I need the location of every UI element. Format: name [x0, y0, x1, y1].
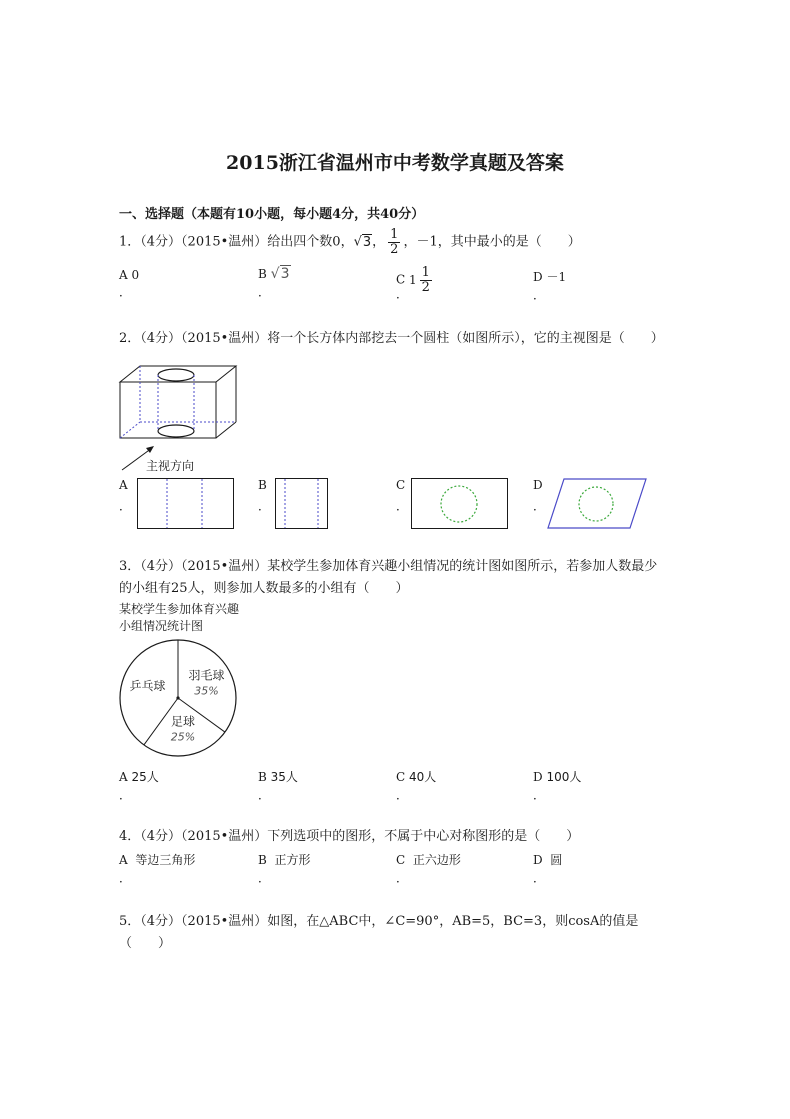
- q2-option-a-figure: [137, 478, 235, 530]
- view-direction-label: 主视方向: [146, 459, 195, 473]
- q4-option-c[interactable]: C 正六边形 ．: [396, 853, 461, 885]
- q2-option-b-figure: [275, 478, 329, 530]
- q3-pie-chart: [118, 638, 252, 758]
- q3-option-c[interactable]: C 40人 ．: [396, 770, 437, 802]
- question-5-stem: 5．（4分）（2015•温州）如图，在△ABC中，∠C=90°，AB=5，BC=3，则cosA的值是（ ）: [119, 914, 639, 951]
- chart-title-line2: 小组情况统计图: [119, 619, 204, 633]
- q4-option-b[interactable]: B 正方形 ．: [258, 853, 311, 885]
- q2-option-d-figure: [546, 478, 650, 530]
- q2-option-a[interactable]: A ．: [119, 478, 132, 513]
- sqrt-symbol: √3: [353, 234, 372, 250]
- q3-option-a[interactable]: A 25人 ．: [119, 770, 159, 802]
- q3-option-b[interactable]: B 35人 ．: [258, 770, 298, 802]
- q3-option-d[interactable]: D 100人 ．: [533, 770, 582, 802]
- pie-slice-label-1: 乒乓球: [129, 679, 166, 694]
- q1-option-a[interactable]: A 0 ．: [119, 268, 140, 299]
- q1-option-b[interactable]: B √3 ．: [258, 266, 290, 299]
- question-1-stem: 1．（4分）（2015•温州）给出四个数0，√3， $\frac{1}{2}$ ，－1，其中最小的是（ ）: [119, 227, 581, 257]
- q4-option-a[interactable]: A 等边三角形 ．: [119, 853, 196, 885]
- q2-option-b[interactable]: B ．: [258, 478, 271, 513]
- q2-option-c-figure: [411, 478, 509, 530]
- q4-option-d[interactable]: D 圆 ．: [533, 853, 563, 885]
- page-title: 2015浙江省温州市中考数学真题及答案: [226, 152, 564, 174]
- chart-title-line1: 某校学生参加体育兴趣: [119, 602, 240, 616]
- q1-option-d[interactable]: D －1 ．: [533, 270, 567, 302]
- q2-option-d[interactable]: D ．: [533, 478, 546, 513]
- pie-slice-percent-3: 25%: [170, 730, 196, 744]
- pie-slice-label-2: 羽毛球: [188, 668, 225, 683]
- pie-slice-label-3: 足球: [170, 714, 196, 729]
- section-heading: 一、选择题（本题有10小题，每小题4分，共40分）: [119, 207, 425, 222]
- question-3-stem: 3．（4分）（2015•温州）某校学生参加体育兴趣小组情况的统计图如图所示，若参加人数最少的小组有25人，则参加人数最多的小组有（ ）: [119, 559, 658, 596]
- question-2-stem: 2．（4分）（2015•温州）将一个长方体内部挖去一个圆柱（如图所示），它的主视图是（ ）: [119, 331, 664, 346]
- q1-option-c[interactable]: C 1 $\frac{1}{2}$ ．: [396, 265, 430, 301]
- q2-option-c[interactable]: C ．: [396, 478, 409, 513]
- pie-slice-percent-2: 35%: [194, 684, 219, 698]
- fraction-half: $\frac{1}{2}$: [390, 227, 399, 257]
- pie-center: [176, 696, 179, 699]
- question-4-stem: 4．（4分）（2015•温州）下列选项中的图形，不属于中心对称图形的是（ ）: [119, 829, 580, 844]
